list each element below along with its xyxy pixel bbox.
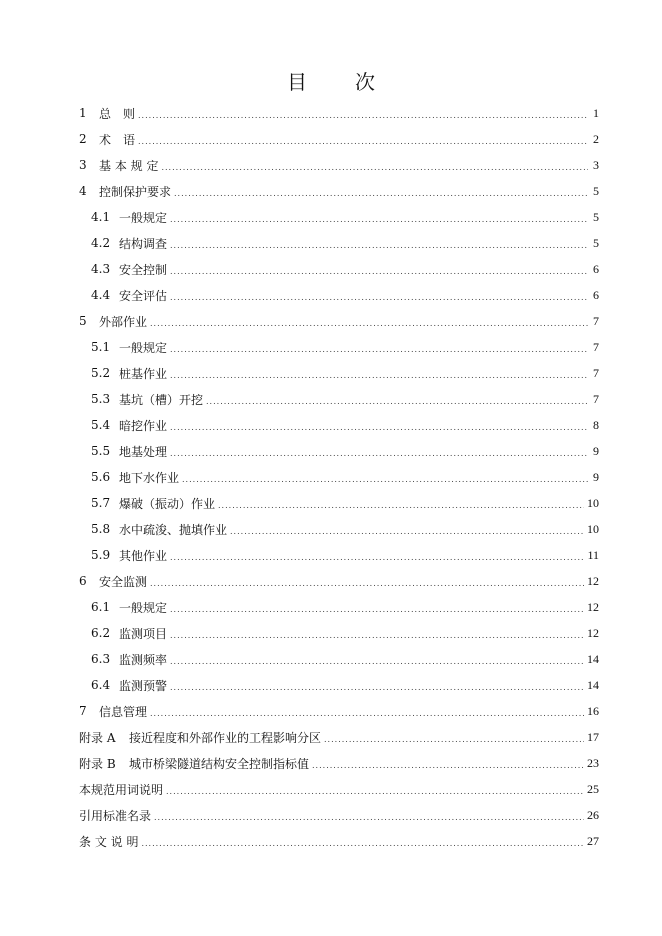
toc-entry-number: 6.1	[91, 600, 111, 614]
toc-entry-page-number: 10	[587, 521, 599, 536]
toc-entry-label: 条 文 说 明	[79, 834, 139, 849]
toc-entry-label: 安全监测	[99, 574, 148, 589]
toc-entry[interactable]	[79, 802, 599, 828]
toc-entry[interactable]	[79, 126, 599, 152]
toc-entry-page-number: 11	[587, 547, 599, 562]
toc-entry-label: 结构调查	[119, 236, 168, 251]
toc-entry-label: 一般规定	[119, 340, 168, 355]
toc-entry-number: 2	[79, 132, 87, 146]
toc-entry-label: 爆破（振动）作业	[119, 496, 216, 511]
toc-entry[interactable]	[79, 334, 599, 360]
toc-entry-label: 接近程度和外部作业的工程影响分区	[129, 730, 322, 745]
toc-entry[interactable]	[79, 152, 599, 178]
toc-entry-page-number: 7	[593, 365, 599, 380]
toc-entry-number: 4.3	[91, 262, 111, 276]
toc-entry-label: 监测项目	[119, 626, 168, 641]
dot-leader	[206, 397, 588, 406]
toc-entry[interactable]	[79, 204, 599, 230]
toc-entry-page-number: 25	[587, 781, 599, 796]
toc-entry[interactable]	[79, 100, 599, 126]
toc-entry[interactable]	[79, 282, 599, 308]
toc-entry-label: 本规范用词说明	[79, 782, 164, 797]
toc-entry-number: 5.4	[91, 418, 111, 432]
dot-leader	[174, 189, 588, 198]
toc-entry-number: 4.2	[91, 236, 111, 250]
toc-entry-page-number: 1	[593, 105, 599, 120]
dot-leader	[170, 683, 584, 692]
toc-entry-label: 一般规定	[119, 210, 168, 225]
dot-leader	[161, 163, 588, 172]
toc-entry[interactable]	[79, 256, 599, 282]
dot-leader	[324, 735, 584, 744]
toc-entry[interactable]	[79, 776, 599, 802]
toc-entry-page-number: 17	[587, 729, 599, 744]
dot-leader	[141, 839, 584, 848]
dot-leader	[182, 475, 588, 484]
toc-entry-page-number: 26	[587, 807, 599, 822]
toc-entry-label: 水中疏浚、抛填作业	[119, 522, 228, 537]
dot-leader	[170, 371, 588, 380]
toc-entry-page-number: 7	[593, 339, 599, 354]
toc-entry-label: 城市桥梁隧道结构安全控制指标值	[129, 756, 310, 771]
toc-entry-number: 6.3	[91, 652, 111, 666]
toc-entry-number: 7	[79, 704, 87, 718]
dot-leader	[170, 267, 588, 276]
dot-leader	[170, 241, 588, 250]
toc-entry-page-number: 23	[587, 755, 599, 770]
toc-entry-label: 引用标准名录	[79, 808, 152, 823]
toc-entry[interactable]	[79, 438, 599, 464]
toc-entry-number: 1	[79, 106, 87, 120]
toc-entry-page-number: 14	[587, 677, 599, 692]
toc-entry-label: 术 语	[99, 132, 136, 147]
toc-entry-page-number: 2	[593, 131, 599, 146]
dot-leader	[150, 709, 584, 718]
toc-entry-number: 6	[79, 574, 87, 588]
dot-leader	[154, 813, 584, 822]
toc-entry-page-number: 6	[593, 261, 599, 276]
dot-leader	[170, 605, 584, 614]
toc-entry-label: 桩基作业	[119, 366, 168, 381]
dot-leader	[138, 137, 588, 146]
toc-entry-page-number: 10	[587, 495, 599, 510]
dot-leader	[170, 345, 588, 354]
toc-entry-label: 安全控制	[119, 262, 168, 277]
toc-entry-label: 一般规定	[119, 600, 168, 615]
toc-entry[interactable]	[79, 750, 599, 776]
toc-entry[interactable]	[79, 308, 599, 334]
toc-entry[interactable]	[79, 542, 599, 568]
toc-entry-label: 基坑（槽）开挖	[119, 392, 204, 407]
toc-entry-number: 5.3	[91, 392, 111, 406]
toc-entry-page-number: 7	[593, 391, 599, 406]
dot-leader	[312, 761, 584, 770]
toc-entry[interactable]	[79, 360, 599, 386]
toc-entry-page-number: 12	[587, 599, 599, 614]
toc-entry-page-number: 27	[587, 833, 599, 848]
toc-entry-number: 5.5	[91, 444, 111, 458]
toc-entry[interactable]	[79, 594, 599, 620]
toc-entry[interactable]	[79, 386, 599, 412]
toc-entry[interactable]	[79, 178, 599, 204]
toc-entry-page-number: 9	[593, 469, 599, 484]
toc-entry-number: 4.1	[91, 210, 111, 224]
toc-entry-label: 安全评估	[119, 288, 168, 303]
dot-leader	[170, 423, 588, 432]
toc-entry[interactable]	[79, 568, 599, 594]
toc-entry[interactable]	[79, 828, 599, 854]
toc-entry-page-number: 5	[593, 183, 599, 198]
toc-entry-number: 5.7	[91, 496, 111, 510]
toc-entry-label: 地基处理	[119, 444, 168, 459]
toc-entry-number: 4.4	[91, 288, 111, 302]
toc-entry-number: 5.6	[91, 470, 111, 484]
toc-entry[interactable]	[79, 230, 599, 256]
toc-entry-label: 地下水作业	[119, 470, 180, 485]
toc-entry-label: 信息管理	[99, 704, 148, 719]
toc-entry-page-number: 7	[593, 313, 599, 328]
toc-entry-label: 外部作业	[99, 314, 148, 329]
toc-entry-label: 控制保护要求	[99, 184, 172, 199]
toc-entry[interactable]	[79, 698, 599, 724]
toc-entry-page-number: 16	[587, 703, 599, 718]
toc-entry-label: 监测频率	[119, 652, 168, 667]
toc-entry-page-number: 6	[593, 287, 599, 302]
toc-entry-page-number: 12	[587, 573, 599, 588]
toc-entry-label: 其他作业	[119, 548, 168, 563]
toc-entry-number: 5	[79, 314, 87, 328]
toc-entry-number: 5.9	[91, 548, 111, 562]
toc-entry-label: 监测预警	[119, 678, 168, 693]
toc-entry-page-number: 12	[587, 625, 599, 640]
toc-entry-page-number: 8	[593, 417, 599, 432]
toc-entry[interactable]	[79, 464, 599, 490]
toc-entry-number: 附录 A	[79, 730, 116, 745]
toc-entry-page-number: 9	[593, 443, 599, 458]
dot-leader	[170, 631, 584, 640]
dot-leader	[170, 293, 588, 302]
toc-entry-page-number: 14	[587, 651, 599, 666]
dot-leader	[150, 579, 584, 588]
toc-entry[interactable]	[79, 672, 599, 698]
dot-leader	[218, 501, 584, 510]
dot-leader	[170, 215, 588, 224]
toc-entry[interactable]	[79, 516, 599, 542]
toc-entry-number: 5.2	[91, 366, 111, 380]
toc-entry-label: 总 则	[99, 106, 136, 121]
dot-leader	[166, 787, 584, 796]
toc-entry-label: 基 本 规 定	[99, 158, 159, 173]
table-of-contents	[79, 100, 599, 854]
toc-entry-number: 4	[79, 184, 87, 198]
toc-entry-label: 暗挖作业	[119, 418, 168, 433]
toc-entry[interactable]	[79, 724, 599, 750]
dot-leader	[170, 553, 584, 562]
dot-leader	[150, 319, 588, 328]
dot-leader	[170, 449, 588, 458]
toc-entry-number: 3	[79, 158, 87, 172]
toc-entry-number: 5.8	[91, 522, 111, 536]
toc-entry-page-number: 3	[593, 157, 599, 172]
toc-entry-number: 附录 B	[79, 756, 116, 771]
toc-entry-page-number: 5	[593, 209, 599, 224]
toc-entry[interactable]	[79, 490, 599, 516]
toc-entry-page-number: 5	[593, 235, 599, 250]
toc-entry[interactable]	[79, 412, 599, 438]
page-title: 目 次	[287, 70, 389, 94]
toc-entry-number: 6.2	[91, 626, 111, 640]
dot-leader	[230, 527, 584, 536]
toc-entry-number: 5.1	[91, 340, 111, 354]
toc-entry[interactable]	[79, 620, 599, 646]
dot-leader	[138, 111, 588, 120]
dot-leader	[170, 657, 584, 666]
toc-entry-number: 6.4	[91, 678, 111, 692]
toc-entry[interactable]	[79, 646, 599, 672]
